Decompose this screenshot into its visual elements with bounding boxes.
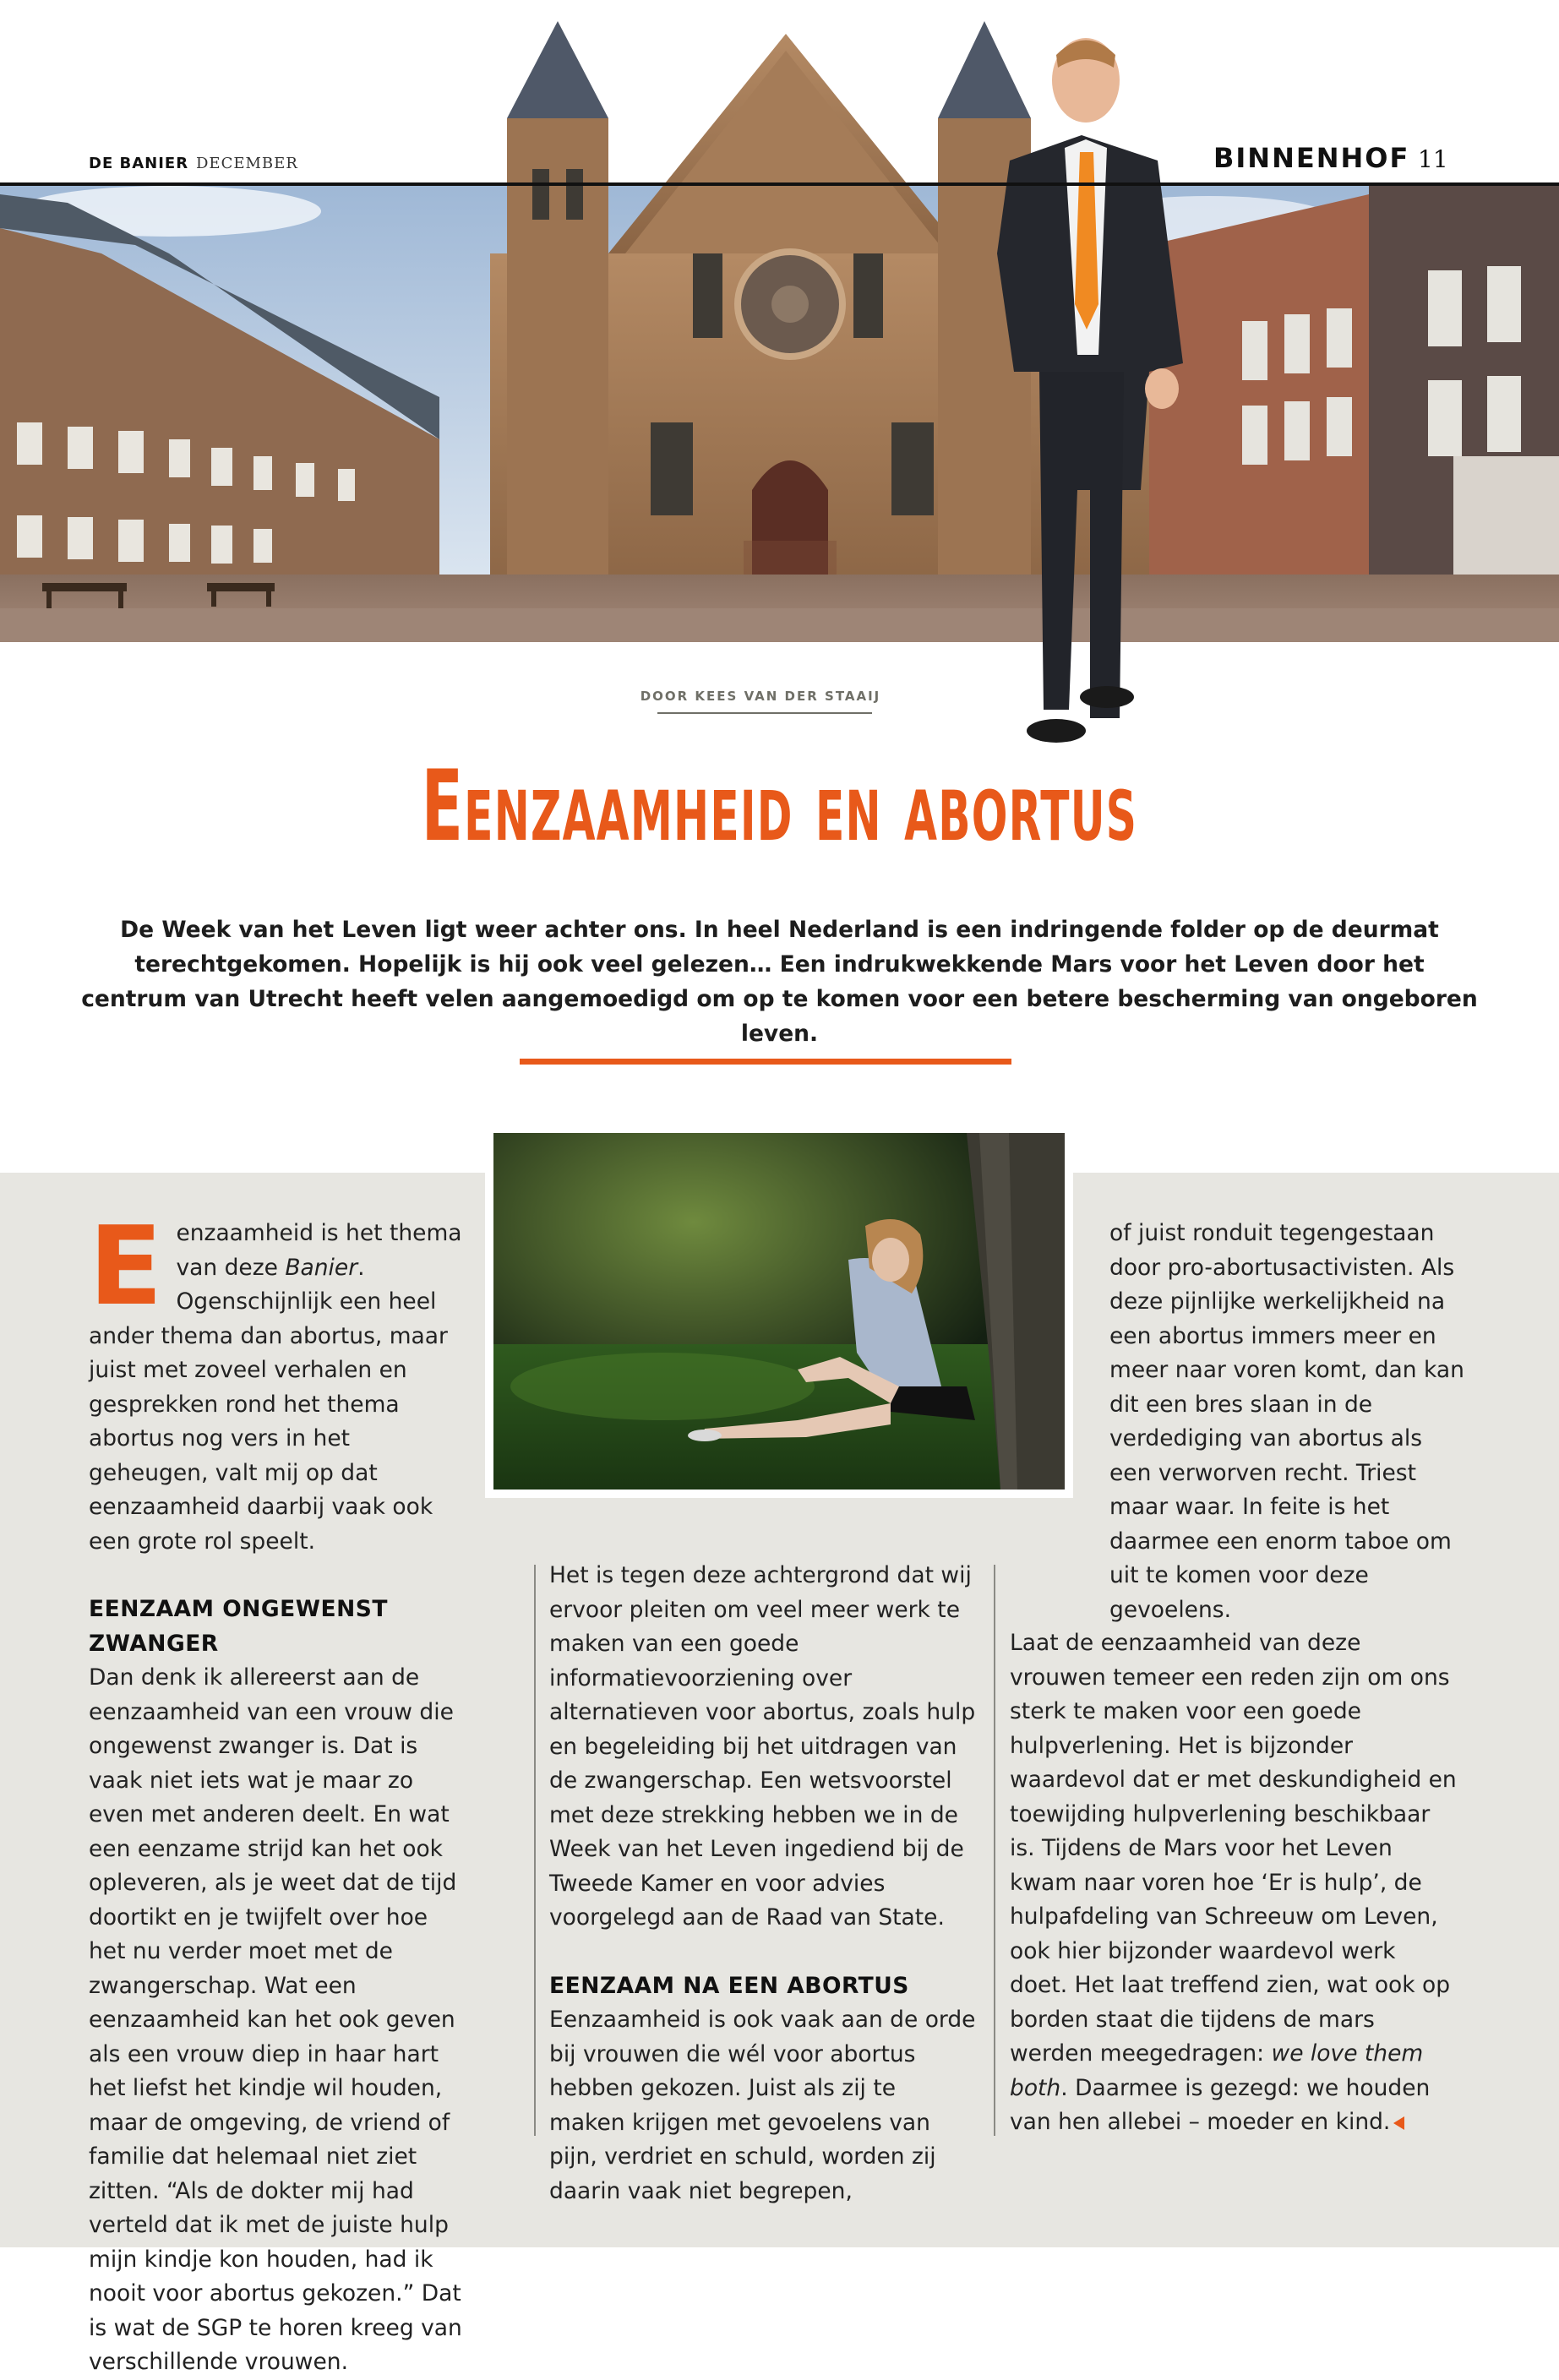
sad-woman-photo: [493, 1133, 1065, 1490]
column-1-paragraph-2: Dan denk ik allereerst aan de eenzaamheid van een vrouw die ongewenst zwanger is. Dat is vaak niet iets wat je maar zo even met anderen deelt. En wat een eenzame strijd kan het ook opleveren, als je weet dat de tijd doortikt en je twijfelt over hoe het nu verder moet met de zwangerschap. Wat een eenzaamheid kan het ook geven als een vrouw diep in haar hart het liefst het kindje wil houden, maar de omgeving, de vriend of familie dat helemaal niet ziet zitten. “Als de dokter mij had verteld dat ik met de juiste hulp mijn kindje kon houden, had ik nooit voor abortus gekozen.” Dat is wat de SGP te horen kreeg van verschillende vrouwen.: [89, 1664, 462, 2375]
column-1: [89, 1204, 469, 2380]
section-name: BINNENHOF: [1213, 142, 1410, 174]
subheading-na-een-abortus: EENZAAM NA EEN ABORTUS: [549, 1972, 909, 1999]
byline: DOOR KEES VAN DER STAAIJ: [640, 689, 881, 704]
subheading-ongewenst-zwanger: EENZAAM ONGEWENST ZWANGER: [89, 1596, 388, 1657]
column-1-paragraph-1: Eenzaamheid is het thema van deze Banier. Ogenschijnlijk een heel ander thema dan abortus, maar juist met zoveel verhalen en gesprekken rond het thema abortus nog vers in het geheugen, valt mij op dat eenzaamheid daarbij vaak ook een grote rol speelt.: [89, 1204, 462, 1555]
publication-name: DE BANIER: [89, 155, 189, 172]
column-2: [549, 1559, 976, 2208]
column-2-paragraph-2: Eenzaamheid is ook vaak aan de orde bij vrouwen die wél voor abortus hebben gekozen. Juist als zij te maken krijgen met gevoelens van pijn, verdriet en schuld, worden zij daarin vaak niet begrepen,: [549, 2007, 976, 2204]
article-title: Eenzaamheid en abortus: [421, 749, 1138, 863]
page-number: 11: [1418, 145, 1448, 173]
column-divider-2: [994, 1565, 995, 2136]
article-intro: De Week van het Leven ligt weer achter ons. In heel Nederland is een indringende folder op de deurmat terechtgekomen. Hopelijk is hij ook veel gelezen… Een indrukwekkende Mars voor het Leven door het centrum van Utrecht heeft velen aangemoedigd om op te komen voor een betere bescherming van ongeboren leven.: [81, 917, 1478, 1047]
hero-photo: [0, 0, 1559, 743]
column-3-lower: [1010, 1626, 1458, 2140]
column-2-paragraph-1: Het is tegen deze achtergrond dat wij ervoor pleiten om veel meer werk te maken van een goede informatievoorziening over alternatieven voor abortus, zoals hulp en begeleiding bij het uitdragen van de zwangerschap. Een wetsvoorstel met deze strekking hebben we in de Week van het Leven ingediend bij de Tweede Kamer en voor advies voorgelegd aan de Raad van State.: [549, 1562, 976, 1931]
drop-cap: E: [89, 1204, 163, 1330]
column-divider-1: [534, 1565, 536, 2136]
byline-rule: [657, 712, 872, 714]
end-triangle-icon: [1393, 2116, 1404, 2130]
header-rule: [0, 182, 1559, 186]
column-3-paragraph-2: Laat de eenzaamheid van deze vrouwen temeer een reden zijn om ons sterk te maken voor een goede hulpverlening. Het is bijzonder waardevol dat er met deskundigheid en toewijding hulpverlening beschikbaar is. Tijdens de Mars voor het Leven kwam naar voren hoe ‘Er is hulp’, de hulpafdeling van Schreeuw om Leven, ook hier bijzonder waardevol werk doet. Het laat treffend zien, wat ook op borden staat die tijdens de mars werden meegedragen: we love them both. Daarmee is gezegd: we houden van hen allebei – moeder en kind.: [1010, 1630, 1457, 2135]
intro-divider: [520, 1059, 1011, 1065]
column-3-paragraph-1: of juist ronduit tegengestaan door pro-abortusactivisten. Als deze pijnlijke werkelijkheid na een abortus immers meer en meer naar voren komt, dan kan dit een bres slaan in de verdediging van abortus als een verworven recht. Triest maar waar. In feite is het daarmee een enorm taboe om uit te komen voor deze gevoelens.: [1109, 1220, 1464, 1623]
column-3-upper: [1109, 1217, 1464, 1627]
issue-month: DECEMBER: [196, 155, 298, 172]
